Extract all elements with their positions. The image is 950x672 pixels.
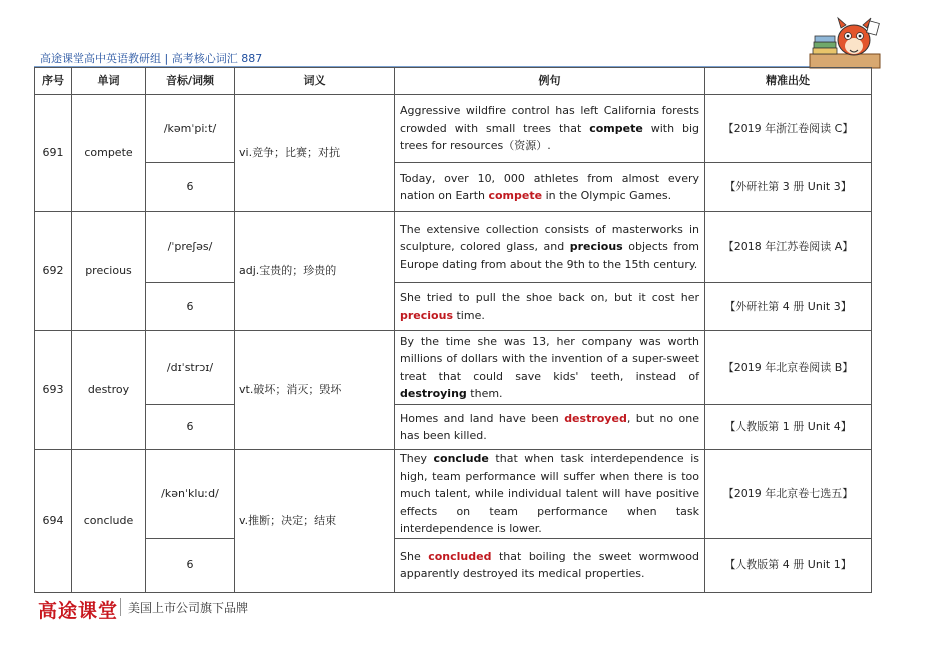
example-text: in the Olympic Games. — [542, 189, 672, 202]
example-text: with big trees for resources（资源）. — [400, 121, 700, 153]
example-text: them. — [466, 387, 503, 400]
example-sentence — [395, 212, 705, 283]
entry-meaning: adj.宝贵的；珍贵的 — [235, 212, 395, 331]
example-text: The extensive collection consists of masterworks in sculpture, colored glass, and — [400, 222, 699, 254]
entry-word: precious — [72, 212, 146, 331]
example-text: They — [400, 452, 434, 465]
entry-phonetic: /ˈpreʃəs/ — [146, 212, 235, 283]
example-keyword: compete — [488, 189, 543, 202]
example-source: 【2019 年北京卷阅读 B】 — [705, 331, 872, 405]
table-row — [35, 212, 872, 283]
entry-phonetic: /dɪˈstrɔɪ/ — [146, 331, 235, 405]
example-text: that boiling the sweet wormwood apparently destroyed its medical properties. — [400, 549, 700, 580]
example-text: , but no one has been killed. — [400, 411, 699, 442]
example-keyword: conclude — [433, 452, 489, 465]
table-row — [35, 450, 872, 539]
entry-frequency: 6 — [146, 538, 235, 592]
example-keyword: destroying — [400, 387, 467, 400]
example-source: 【外研社第 4 册 Unit 3】 — [705, 283, 872, 331]
example-text: Homes and land have been — [400, 411, 565, 425]
example-text: Today, over 10, 000 athletes from almost every nation on Earth — [400, 171, 699, 202]
example-keyword: concluded — [428, 549, 492, 563]
example-source: 【外研社第 3 册 Unit 3】 — [705, 163, 872, 212]
brand-logo: 高途课堂 — [38, 600, 119, 622]
header-example: 例句 — [395, 68, 705, 95]
entry-word: compete — [72, 95, 146, 212]
brand-tagline: 美国上市公司旗下品牌 — [128, 601, 249, 615]
vocabulary-table — [34, 67, 872, 593]
example-keyword: precious — [400, 308, 453, 322]
example-sentence — [395, 450, 705, 539]
example-sentence — [395, 95, 705, 163]
table-row — [35, 283, 872, 331]
entry-word: destroy — [72, 331, 146, 450]
example-sentence — [395, 538, 705, 592]
entry-frequency: 6 — [146, 283, 235, 331]
header-number: 序号 — [35, 68, 72, 95]
entry-word: conclude — [72, 450, 146, 593]
table-row — [35, 331, 872, 405]
example-sentence — [395, 405, 705, 450]
header-word: 单词 — [72, 68, 146, 95]
example-sentence — [395, 163, 705, 212]
example-keyword: destroyed — [564, 411, 627, 425]
example-source: 【2019 年浙江卷阅读 C】 — [705, 95, 872, 163]
example-keyword: compete — [589, 121, 643, 135]
table-row — [35, 405, 872, 450]
example-sentence — [395, 283, 705, 331]
example-text: time. — [453, 308, 485, 322]
entry-phonetic: /kəmˈpiːt/ — [146, 95, 235, 163]
table-row — [35, 538, 872, 592]
example-source: 【人教版第 1 册 Unit 4】 — [705, 405, 872, 450]
example-keyword: precious — [569, 240, 623, 254]
mascot-icon — [808, 14, 882, 70]
entry-meaning: vi.竞争；比赛；对抗 — [235, 95, 395, 212]
table-header-row — [35, 68, 872, 95]
example-text: that when task interdependence is high, team performance will suffer when there is too much talent, while individual talent will have positive effects on team performance when task interdependence is lower. — [400, 452, 700, 535]
entry-frequency: 6 — [146, 163, 235, 212]
example-text: Aggressive wildfire control has left California forests crowded with small trees that — [400, 104, 699, 135]
example-text: She tried to pull the shoe back on, but it cost her — [400, 291, 699, 304]
table-row — [35, 163, 872, 212]
entry-number: 692 — [35, 212, 72, 331]
table-row — [35, 95, 872, 163]
page-header-title: 高途课堂高中英语教研组 | 高考核心词汇 887 — [40, 52, 263, 65]
example-text: objects from Europe dating from about the 9th to the 15th century. — [400, 240, 699, 271]
entry-phonetic: /kənˈkluːd/ — [146, 450, 235, 539]
example-text: She — [400, 549, 429, 563]
header-meaning: 词义 — [235, 68, 395, 95]
entry-number: 691 — [35, 95, 72, 212]
entry-meaning: v.推断；决定；结束 — [235, 450, 395, 593]
entry-number: 693 — [35, 331, 72, 450]
example-source: 【人教版第 4 册 Unit 1】 — [705, 538, 872, 592]
example-text: By the time she was 13, her company was worth millions of dollars with the invention of a super-sweet treat that could save kids' teeth, instead of — [400, 334, 699, 383]
entry-frequency: 6 — [146, 405, 235, 450]
entry-number: 694 — [35, 450, 72, 593]
example-source: 【2018 年江苏卷阅读 A】 — [705, 212, 872, 283]
header-source: 精准出处 — [705, 68, 872, 95]
header-phonetic-frequency: 音标/词频 — [146, 68, 235, 95]
footer-divider — [120, 598, 121, 616]
entry-meaning: vt.破坏；消灭；毁坏 — [235, 331, 395, 450]
example-source: 【2019 年北京卷七选五】 — [705, 450, 872, 539]
example-sentence — [395, 331, 705, 405]
